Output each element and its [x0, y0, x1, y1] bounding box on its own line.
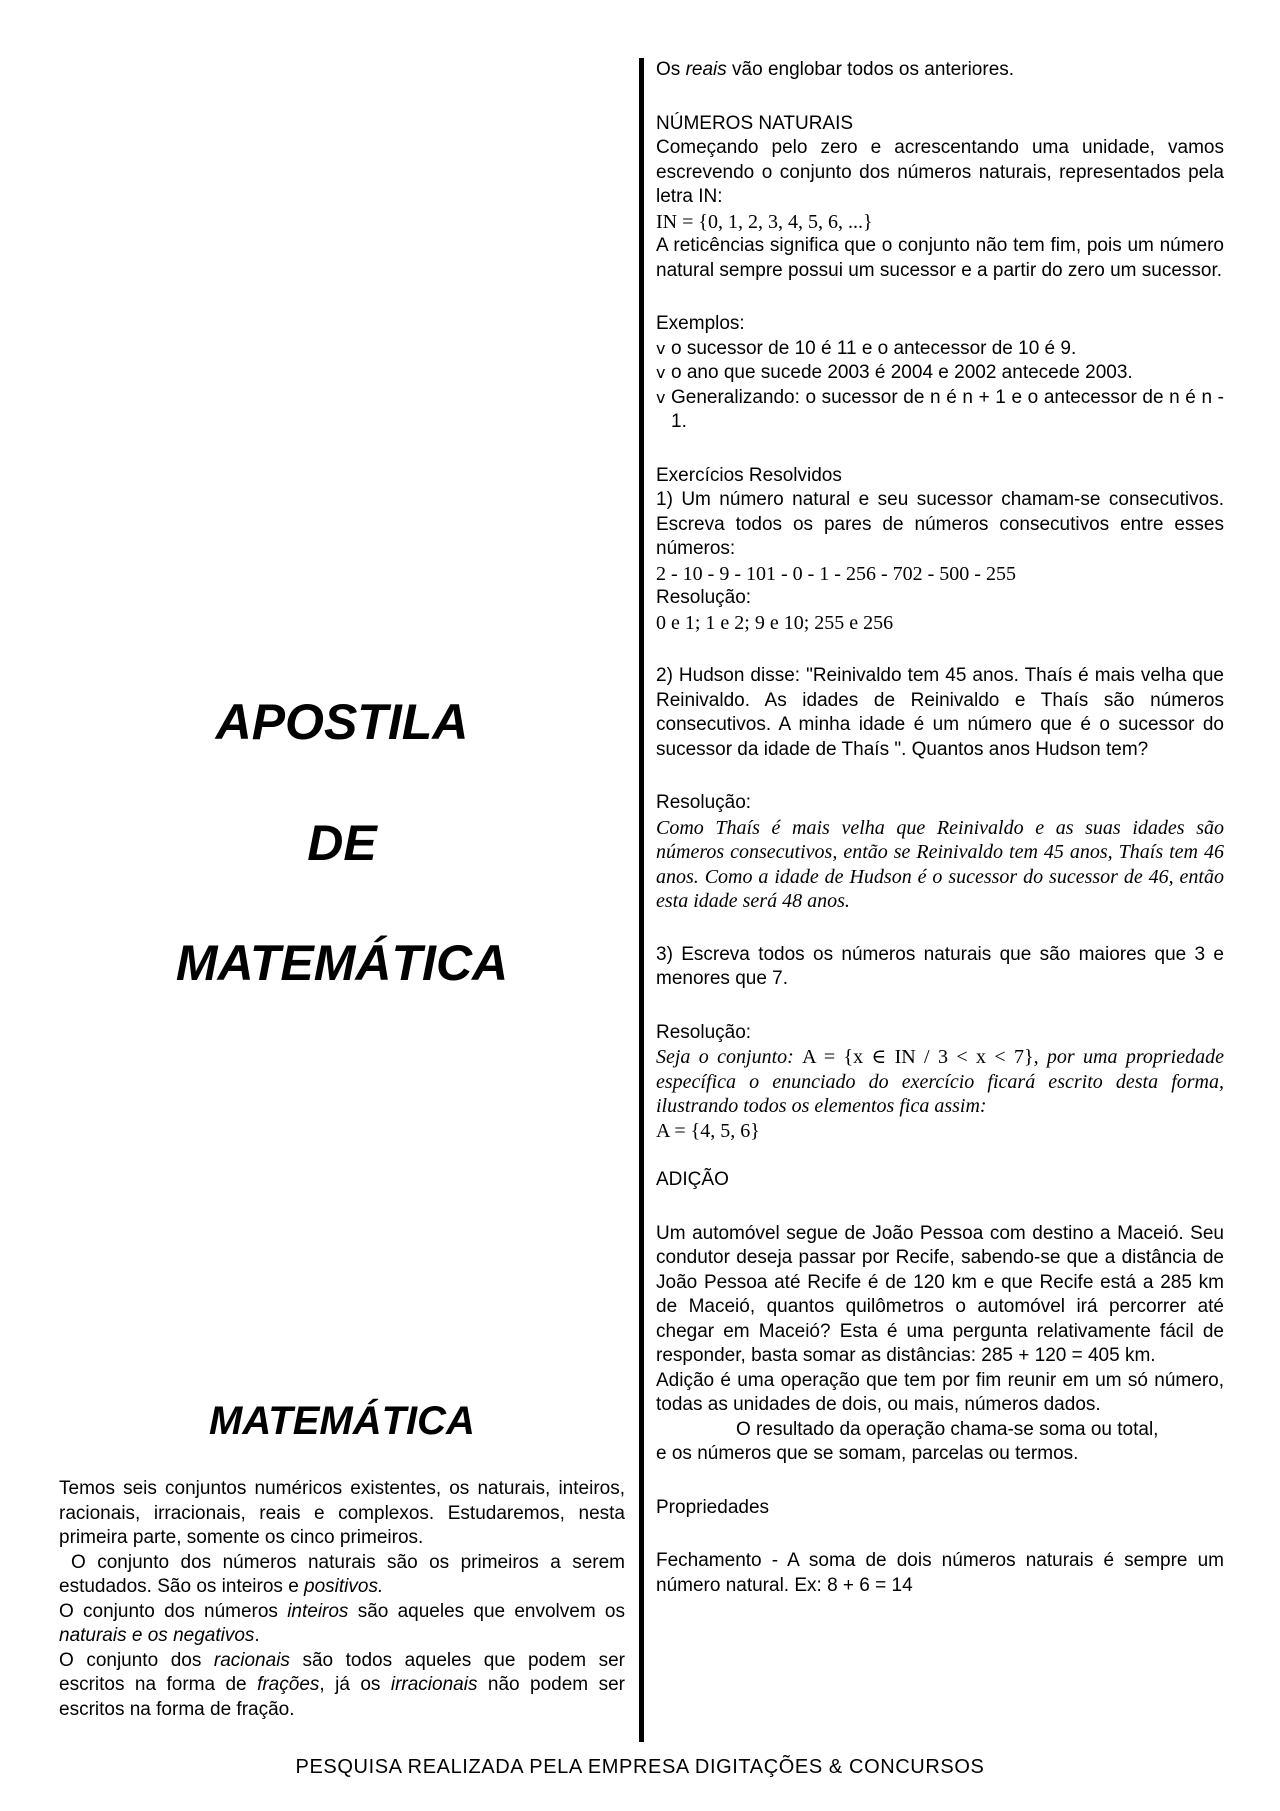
intro-p3-emphasis-b: naturais e os negativos: [59, 1625, 255, 1646]
exemplo-text-2: o ano que sucede 2003 é 2004 e 2002 antecede 2003.: [671, 362, 1133, 383]
left-column: [59, 0, 625, 1750]
intro-p4-text-c: , já os: [319, 1674, 391, 1695]
exercicio-1-resolucao-label: Resolução:: [656, 587, 752, 608]
section-title: MATEMÁTICA: [209, 1399, 475, 1443]
page-footer: PESQUISA REALIZADA PELA EMPRESA DIGITAÇÕES & CONCURSOS: [295, 1756, 985, 1778]
adicao-paragraph-3a: O resultado da operação chama-se soma ou total,: [736, 1418, 1159, 1440]
intro-p2-text: O conjunto dos números naturais são os primeiros a serem estudados. São os inteiros e: [59, 1551, 625, 1597]
naturais-paragraph-2: A reticências significa que o conjunto não tem fim, pois um número natural sempre possui um sucessor e a partir do zero um sucessor.: [656, 235, 1224, 281]
reais-emphasis: reais: [685, 59, 727, 80]
reais-text-b: vão englobar todos os anteriores.: [726, 59, 1015, 80]
intro-paragraph-4: [59, 1649, 625, 1723]
bullet-icon: v: [656, 363, 666, 382]
exercicio-3-set: A = {4, 5, 6}: [656, 1119, 760, 1142]
reais-line: [656, 58, 1224, 83]
exemplo-item-1: [656, 337, 1224, 362]
bullet-icon: v: [656, 387, 666, 407]
right-column: [656, 58, 1224, 1598]
exercicio-3-answer-a: Seja o conjunto:: [656, 1046, 803, 1068]
adicao-paragraph-2: Adição é uma operação que tem por fim reunir em um só número, todas as unidades de dois, ou mais, números dados.: [656, 1369, 1224, 1415]
fechamento-text: Fechamento - A soma de dois números naturais é sempre um número natural. Ex: 8 + 6 = 14: [656, 1550, 1224, 1596]
exercicio-1-answer: 0 e 1; 1 e 2; 9 e 10; 255 e 256: [656, 611, 894, 634]
exercicio-2-answer: Como Thaís é mais velha que Reinivaldo e as suas idades são números consecutivos, então se Reinivaldo tem 45 anos, Thaís tem 46 anos. Como a idade de Hudson é o sucessor do sucessor de 46, então esta idade será 48 anos.: [656, 816, 1224, 912]
exemplo-text-3: Generalizando: o sucessor de n é n + 1 e o antecessor de n é n - 1.: [671, 386, 1224, 432]
adicao-heading: ADIÇÃO: [656, 1169, 729, 1190]
intro-p2-emphasis: positivos.: [304, 1576, 384, 1597]
exercicio-3-answer-c: , por uma propriedade específica o enunciado do exercício ficará escrito desta forma, ilustrando todos os elementos fica assim:: [656, 1046, 1224, 1117]
intro-p4-text-b: são todos aqueles que podem ser escritos na forma de: [59, 1649, 626, 1695]
intro-p4-emphasis-a: racionais: [213, 1649, 290, 1671]
exemplo-item-3: [656, 386, 1224, 435]
exemplo-text-1: o sucessor de 10 é 11 e o antecessor de 10 é 9.: [671, 337, 1077, 359]
exercicio-3-resolucao-label: Resolução:: [656, 1021, 752, 1043]
intro-p4-emphasis-b: frações: [257, 1674, 320, 1695]
cover-title-line1: APOSTILA: [215, 694, 469, 750]
naturais-paragraph-1: Começando pelo zero e acrescentando uma unidade, vamos escrevendo o conjunto dos números naturais, representados pela letra IN:: [656, 137, 1224, 207]
exemplo-item-2: [656, 361, 1224, 386]
intro-p4-emphasis-c: irracionais: [390, 1674, 478, 1695]
intro-paragraph-3: [59, 1600, 625, 1649]
exercicio-3-set-notation: A = {x ∈ IN / 3 < x < 7}: [802, 1046, 1034, 1068]
exercicio-3-text: 3) Escreva todos os números naturais que são maiores que 3 e menores que 7.: [656, 943, 1224, 989]
reais-text-a: Os: [656, 59, 686, 80]
intro-text: [59, 1477, 625, 1722]
intro-p3-text-b: são aqueles que envolvem os: [348, 1600, 625, 1622]
adicao-paragraph-3b: e os números que se somam, parcelas ou termos.: [656, 1443, 1079, 1464]
intro-p3-text-c: .: [254, 1625, 260, 1646]
exercicio-2-resolucao-label: Resolução:: [656, 792, 752, 813]
cover-title-line2: DE: [307, 815, 377, 871]
exemplos-label: Exemplos:: [656, 313, 745, 334]
naturais-set: IN = {0, 1, 2, 3, 4, 5, 6, ...}: [656, 210, 873, 233]
cover-title-line3: MATEMÁTICA: [175, 935, 509, 991]
intro-paragraph-2: [59, 1551, 625, 1600]
intro-paragraph-1: Temos seis conjuntos numéricos existentes, os naturais, inteiros, racionais, irracionais, reais e complexos. Estudaremos, nesta primeira parte, somente os cinco primeiros.: [59, 1478, 625, 1548]
propriedades-heading: Propriedades: [656, 1496, 770, 1518]
exercicio-1-text: 1) Um número natural e seu sucessor chamam-se consecutivos. Escreva todos os pares de números consecutivos entre esses números:: [656, 489, 1224, 559]
column-divider: [639, 58, 644, 1742]
adicao-paragraph-1: Um automóvel segue de João Pessoa com destino a Maceió. Seu condutor deseja passar por Recife, sabendo-se que a distância de João Pessoa até Recife é de 120 km e que Recife está a 285 km de Maceió, quantos quilômetros o automóvel irá percorrer até chegar em Maceió? Esta é uma pergunta relativamente fácil de responder, basta somar as distâncias: 285 + 120 = 405 km.: [656, 1222, 1224, 1366]
intro-p4-text-a: O conjunto dos: [59, 1649, 214, 1671]
intro-p3-text-a: O conjunto dos números: [59, 1600, 288, 1622]
bullet-icon: v: [656, 338, 666, 358]
exercicio-2-text: 2) Hudson disse: "Reinivaldo tem 45 anos. Thaís é mais velha que Reinivaldo. As idades de Reinivaldo e Thaís são números consecutivos. A minha idade é um número que é o sucessor do sucessor da idade de Thaís ". Quantos anos Hudson tem?: [656, 665, 1224, 760]
intro-p3-emphasis-a: inteiros: [287, 1600, 349, 1622]
naturais-heading: NÚMEROS NATURAIS: [656, 112, 854, 134]
intro-p4-text-d: não podem ser escritos na forma de fração.: [59, 1674, 625, 1720]
exercicio-3-answer: [656, 1045, 1224, 1119]
exercicios-heading: Exercícios Resolvidos: [656, 464, 842, 486]
exercicio-1-numbers: 2 - 10 - 9 - 101 - 0 - 1 - 256 - 702 - 500 - 255: [656, 562, 1016, 585]
